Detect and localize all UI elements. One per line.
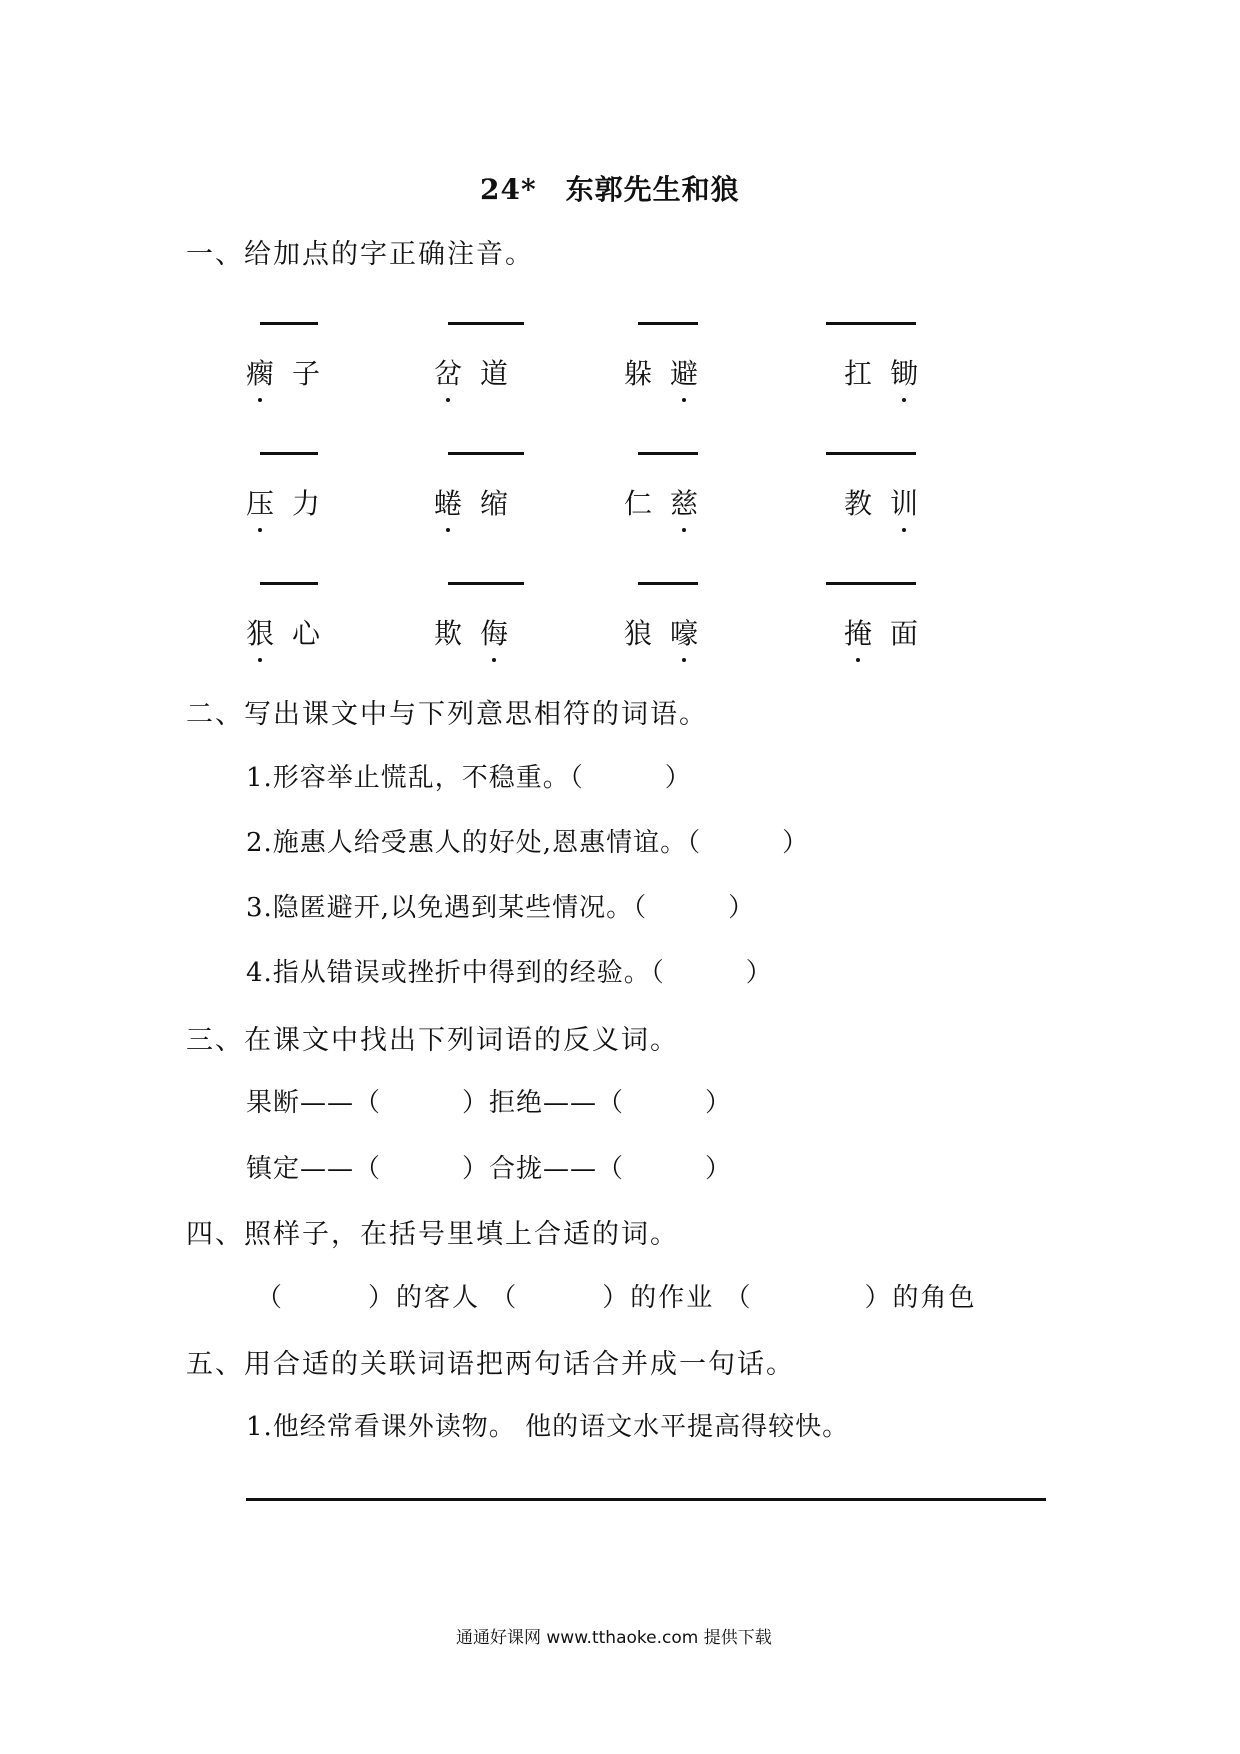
pinyin-cell bbox=[826, 582, 946, 692]
section-2-heading: 二、写出课文中与下列意思相符的词语。 bbox=[186, 699, 708, 730]
s2-item-3: 3.隐匿避开,以免遇到某些情况。（ ） bbox=[246, 893, 756, 923]
section-4-heading: 四、照样子，在括号里填上合适的词。 bbox=[186, 1219, 679, 1250]
pinyin-cell bbox=[246, 322, 366, 432]
pinyin-word bbox=[428, 482, 514, 522]
s4-item-1: （ ）的客人 （ ）的作业 （ ）的角色 bbox=[256, 1283, 977, 1313]
pinyin-word bbox=[428, 612, 514, 652]
pinyin-blank bbox=[448, 582, 524, 585]
character: 躲 bbox=[623, 357, 652, 390]
pinyin-cell bbox=[624, 452, 744, 562]
dotted-character: 狠 bbox=[240, 612, 280, 652]
s3-item-2: 镇定——（ ）合拢——（ ） bbox=[246, 1154, 733, 1184]
pinyin-word bbox=[428, 352, 514, 392]
s2-item-2: 2.施惠人给受惠人的好处,恩惠情谊。（ ） bbox=[246, 828, 810, 858]
pinyin-cell bbox=[826, 452, 946, 562]
character: 仁 bbox=[623, 487, 652, 520]
pinyin-cell bbox=[434, 452, 554, 562]
pinyin-blank bbox=[826, 582, 916, 585]
dotted-character: 瘸 bbox=[240, 352, 280, 392]
dotted-character: 慈 bbox=[664, 482, 704, 522]
pinyin-blank bbox=[448, 322, 524, 325]
dotted-character: 锄 bbox=[884, 352, 924, 392]
character: 力 bbox=[291, 487, 320, 520]
s2-item-1: 1.形容举止慌乱，不稳重。（ ） bbox=[246, 763, 692, 793]
dotted-character: 掩 bbox=[838, 612, 878, 652]
pinyin-word bbox=[618, 612, 704, 652]
character: 狼 bbox=[623, 617, 652, 650]
pinyin-blank bbox=[260, 452, 318, 455]
page-title: 24* 东郭先生和狼 bbox=[480, 173, 740, 206]
pinyin-blank bbox=[638, 452, 698, 455]
character: 扛 bbox=[843, 357, 872, 390]
character: 子 bbox=[291, 357, 320, 390]
dotted-character: 压 bbox=[240, 482, 280, 522]
character: 缩 bbox=[479, 487, 508, 520]
pinyin-word bbox=[240, 612, 326, 652]
character: 心 bbox=[291, 617, 320, 650]
pinyin-word bbox=[838, 352, 924, 392]
character: 道 bbox=[479, 357, 508, 390]
s2-item-4: 4.指从错误或挫折中得到的经验。（ ） bbox=[246, 958, 773, 988]
pinyin-blank bbox=[638, 582, 698, 585]
pinyin-blank bbox=[826, 452, 916, 455]
dotted-character: 岔 bbox=[428, 352, 468, 392]
pinyin-cell bbox=[624, 322, 744, 432]
pinyin-cell bbox=[246, 582, 366, 692]
pinyin-word bbox=[240, 352, 326, 392]
pinyin-cell bbox=[246, 452, 366, 562]
pinyin-cell bbox=[434, 582, 554, 692]
dotted-character: 侮 bbox=[474, 612, 514, 652]
pinyin-blank bbox=[448, 452, 524, 455]
dotted-character: 避 bbox=[664, 352, 704, 392]
s5-item-1: 1.他经常看课外读物。 他的语文水平提高得较快。 bbox=[246, 1412, 850, 1442]
pinyin-word bbox=[838, 612, 924, 652]
pinyin-blank bbox=[260, 322, 318, 325]
pinyin-word bbox=[838, 482, 924, 522]
answer-line bbox=[246, 1498, 1046, 1501]
character: 面 bbox=[889, 617, 918, 650]
s3-item-1: 果断——（ ）拒绝——（ ） bbox=[246, 1088, 733, 1118]
dotted-character: 训 bbox=[884, 482, 924, 522]
character: 教 bbox=[843, 487, 872, 520]
dotted-character: 蜷 bbox=[428, 482, 468, 522]
section-3-heading: 三、在课文中找出下列词语的反义词。 bbox=[186, 1025, 679, 1056]
pinyin-cell bbox=[434, 322, 554, 432]
character: 欺 bbox=[433, 617, 462, 650]
section-1-heading: 一、给加点的字正确注音。 bbox=[186, 239, 534, 270]
dotted-character: 嚎 bbox=[664, 612, 704, 652]
pinyin-blank bbox=[260, 582, 318, 585]
pinyin-cell bbox=[826, 322, 946, 432]
pinyin-word bbox=[618, 352, 704, 392]
footer-note: 通通好课网 www.tthaoke.com 提供下载 bbox=[456, 1628, 772, 1648]
pinyin-word bbox=[240, 482, 326, 522]
pinyin-blank bbox=[638, 322, 698, 325]
pinyin-blank bbox=[826, 322, 916, 325]
section-5-heading: 五、用合适的关联词语把两句话合并成一句话。 bbox=[186, 1349, 795, 1380]
pinyin-word bbox=[618, 482, 704, 522]
pinyin-cell bbox=[624, 582, 744, 692]
